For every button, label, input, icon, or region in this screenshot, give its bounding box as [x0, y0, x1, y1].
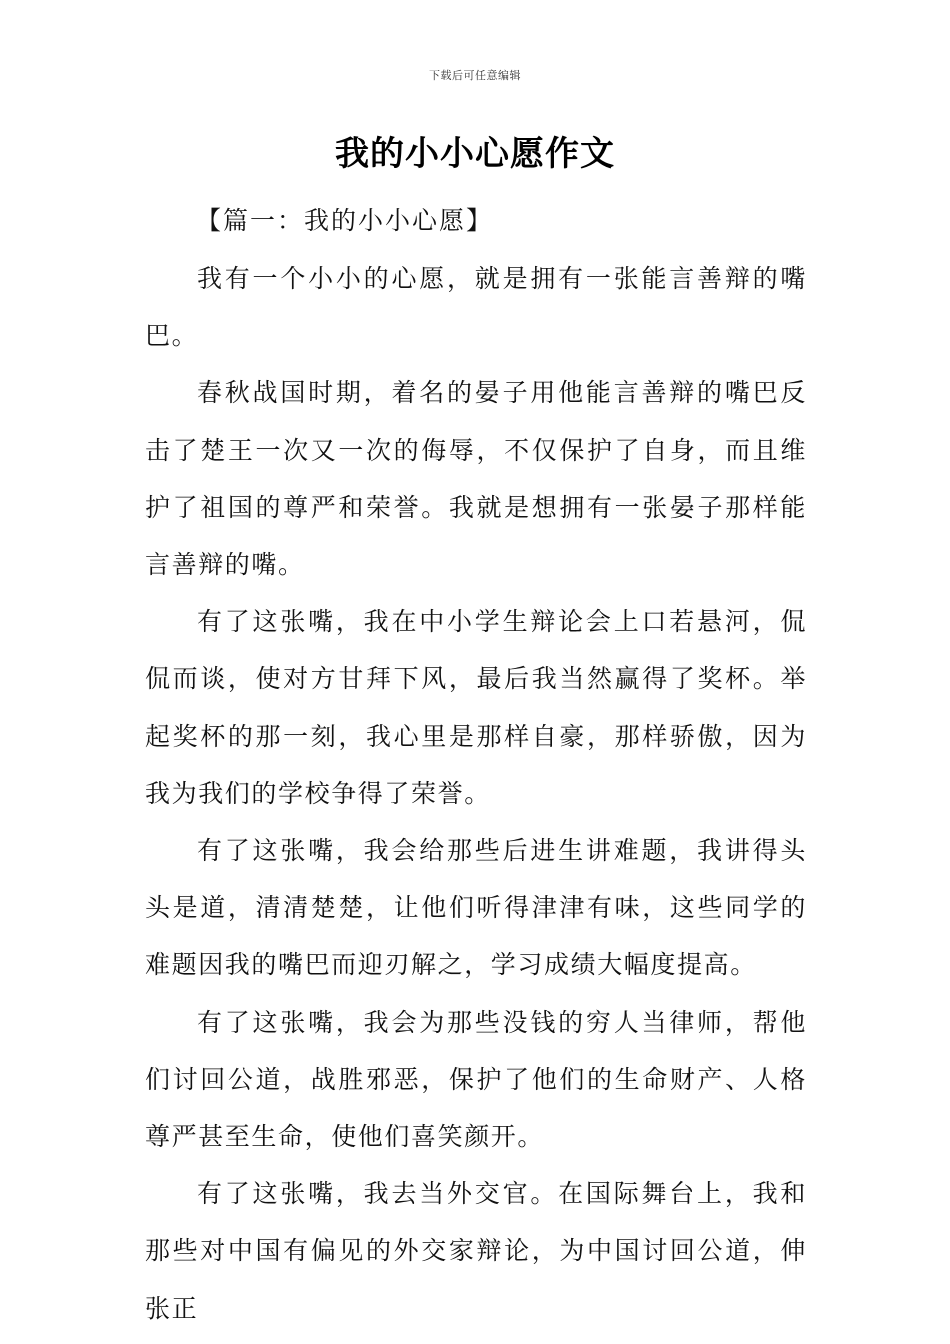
paragraph: 有了这张嘴，我会给那些后进生讲难题，我讲得头头是道，清清楚楚，让他们听得津津有味，这些同学的难题因我的嘴巴而迎刃解之，学习成绩大幅度提高。	[145, 836, 807, 980]
page-title: 我的小小心愿作文	[335, 134, 615, 174]
paragraph: 有了这张嘴，我去当外交官。在国际舞台上，我和那些对中国有偏见的外交家辩论，为中国讨回公道，伸张正	[145, 1179, 807, 1323]
paragraph: 我有一个小小的心愿，就是拥有一张能言善辩的嘴巴。	[145, 264, 807, 351]
header-note: 下载后可任意编辑	[429, 69, 521, 82]
paragraph: 有了这张嘴，我会为那些没钱的穷人当律师，帮他们讨回公道，战胜邪恶，保护了他们的生命财产、人格尊严甚至生命，使他们喜笑颜开。	[145, 1007, 807, 1152]
paragraph: 春秋战国时期，着名的晏子用他能言善辩的嘴巴反击了楚王一次又一次的侮辱，不仅保护了自身，而且维护了祖国的尊严和荣誉。我就是想拥有一张晏子那样能言善辩的嘴。	[145, 378, 807, 580]
paragraph: 有了这张嘴，我在中小学生辩论会上口若悬河，侃侃而谈，使对方甘拜下风，最后我当然赢得了奖杯。举起奖杯的那一刻，我心里是那样自豪，那样骄傲，因为我为我们的学校争得了荣誉。	[145, 607, 807, 808]
body-text	[145, 250, 807, 1337]
section-heading: 【篇一：我的小小心愿】	[196, 206, 494, 235]
